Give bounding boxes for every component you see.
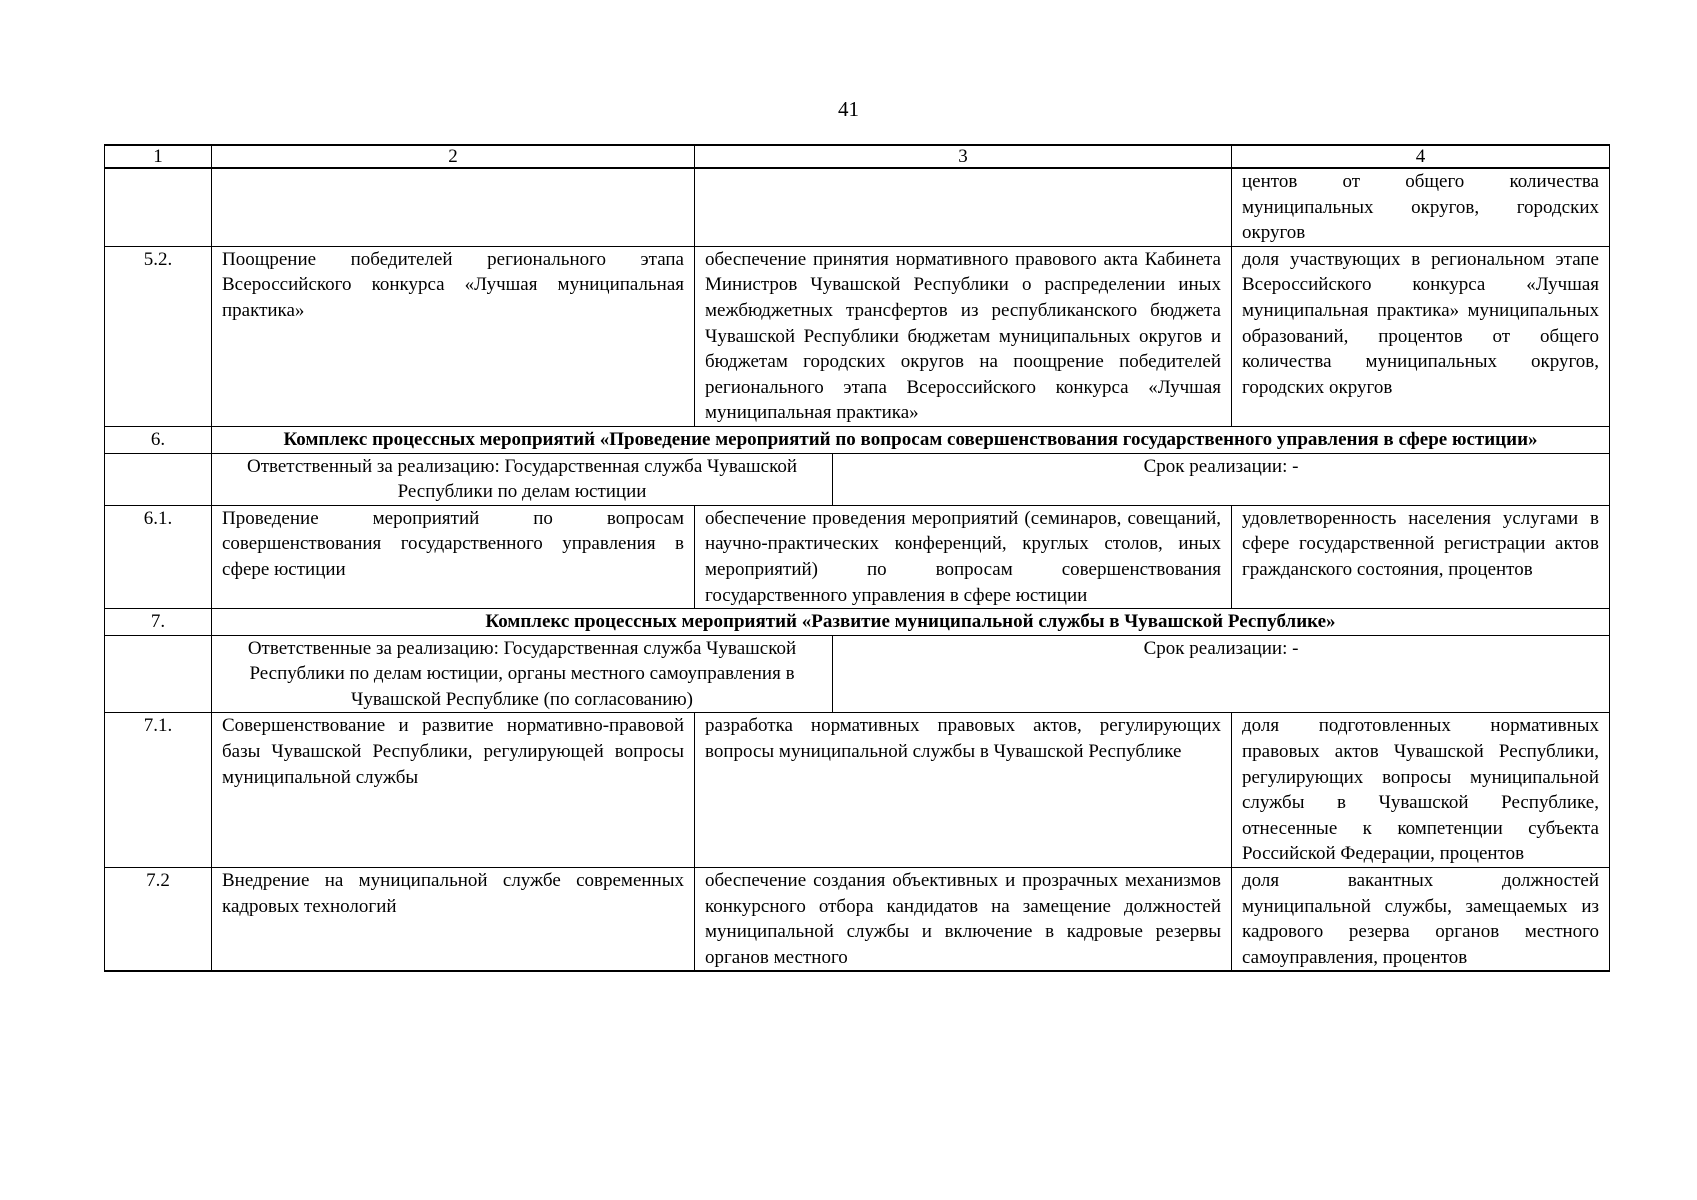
responsible-row	[105, 453, 1610, 505]
header-cell: 2	[212, 145, 695, 168]
section-number: 6.	[105, 426, 212, 453]
page-number: 41	[838, 97, 859, 121]
measure-description: обеспечение создания объективных и прозрачных механизмов конкурсного отбора кандидатов на замещение должностей муниципальной службы и включение в кадровые резервы органов местного	[695, 868, 1232, 972]
measures-table	[104, 144, 1610, 972]
indicator: доля вакантных должностей муниципальной службы, замещаемых из кадрового резерва органов местного самоуправления, процентов	[1232, 868, 1610, 972]
indicator: центов от общего количества муниципальных округов, городских округов	[1232, 168, 1610, 246]
indicator: удовлетворенность населения услугами в сфере государственной регистрации актов гражданского состояния, процентов	[1232, 505, 1610, 608]
table-row	[105, 505, 1610, 608]
measure-name: Совершенствование и развитие нормативно-правовой базы Чувашской Республики, регулирующей вопросы муниципальной службы	[212, 713, 695, 868]
measure-name: Внедрение на муниципальной службе современных кадровых технологий	[212, 868, 695, 972]
measure-description: обеспечение проведения мероприятий (семинаров, совещаний, научно-практических конференций, круглых столов, иных мероприятий) по вопросам совершенствования государственного управления в сфере юстиции	[695, 505, 1232, 608]
table-header-row	[105, 145, 1610, 168]
table-row	[105, 168, 1610, 246]
measure-description: обеспечение принятия нормативного правового акта Кабинета Министров Чувашской Республики о распределении иных межбюджетных трансфертов из республиканского бюджета Чувашской Республики бюджетам муниципальных округов и бюджетам городских округов на поощрение победителей регионального этапа Всероссийского конкурса «Лучшая муниципальная практика»	[695, 246, 1232, 426]
row-number: 7.2	[105, 868, 212, 972]
row-number: 7.1.	[105, 713, 212, 868]
measure-description: разработка нормативных правовых актов, регулирующих вопросы муниципальной службы в Чувашской Республике	[695, 713, 1232, 868]
section-row	[105, 426, 1610, 453]
row-number: 6.1.	[105, 505, 212, 608]
header-cell: 4	[1232, 145, 1610, 168]
header-cell: 1	[105, 145, 212, 168]
section-number: 7.	[105, 609, 212, 636]
table-row	[105, 713, 1610, 868]
indicator: доля участвующих в региональном этапе Всероссийского конкурса «Лучшая муниципальная практика» муниципальных образований, процентов от общего количества муниципальных округов, городских округов	[1232, 246, 1610, 426]
section-title: Комплекс процессных мероприятий «Проведение мероприятий по вопросам совершенствования государственного управления в сфере юстиции»	[212, 426, 1610, 453]
measure-name	[212, 168, 695, 246]
section-row	[105, 609, 1610, 636]
responsible-row	[105, 635, 1610, 713]
term-text: Срок реализации: -	[833, 635, 1610, 713]
header-cell: 3	[695, 145, 1232, 168]
indicator: доля подготовленных нормативных правовых актов Чувашской Республики, регулирующих вопросы муниципальной службы в Чувашской Республике, отнесенные к компетенции субъекта Российской Федерации, процентов	[1232, 713, 1610, 868]
measure-description	[695, 168, 1232, 246]
responsible-text: Ответственные за реализацию: Государственная служба Чувашской Республики по делам юстиции, органы местного самоуправления в Чувашской Республике (по согласованию)	[212, 635, 833, 713]
empty-cell	[105, 635, 212, 713]
row-number	[105, 168, 212, 246]
measure-name: Поощрение победителей регионального этапа Всероссийского конкурса «Лучшая муниципальная практика»	[212, 246, 695, 426]
responsible-text: Ответственный за реализацию: Государственная служба Чувашской Республики по делам юстиции	[212, 453, 833, 505]
table-row	[105, 868, 1610, 972]
measure-name: Проведение мероприятий по вопросам совершенствования государственного управления в сфере юстиции	[212, 505, 695, 608]
table-row	[105, 246, 1610, 426]
section-title: Комплекс процессных мероприятий «Развитие муниципальной службы в Чувашской Республике»	[212, 609, 1610, 636]
term-text: Срок реализации: -	[833, 453, 1610, 505]
row-number: 5.2.	[105, 246, 212, 426]
empty-cell	[105, 453, 212, 505]
